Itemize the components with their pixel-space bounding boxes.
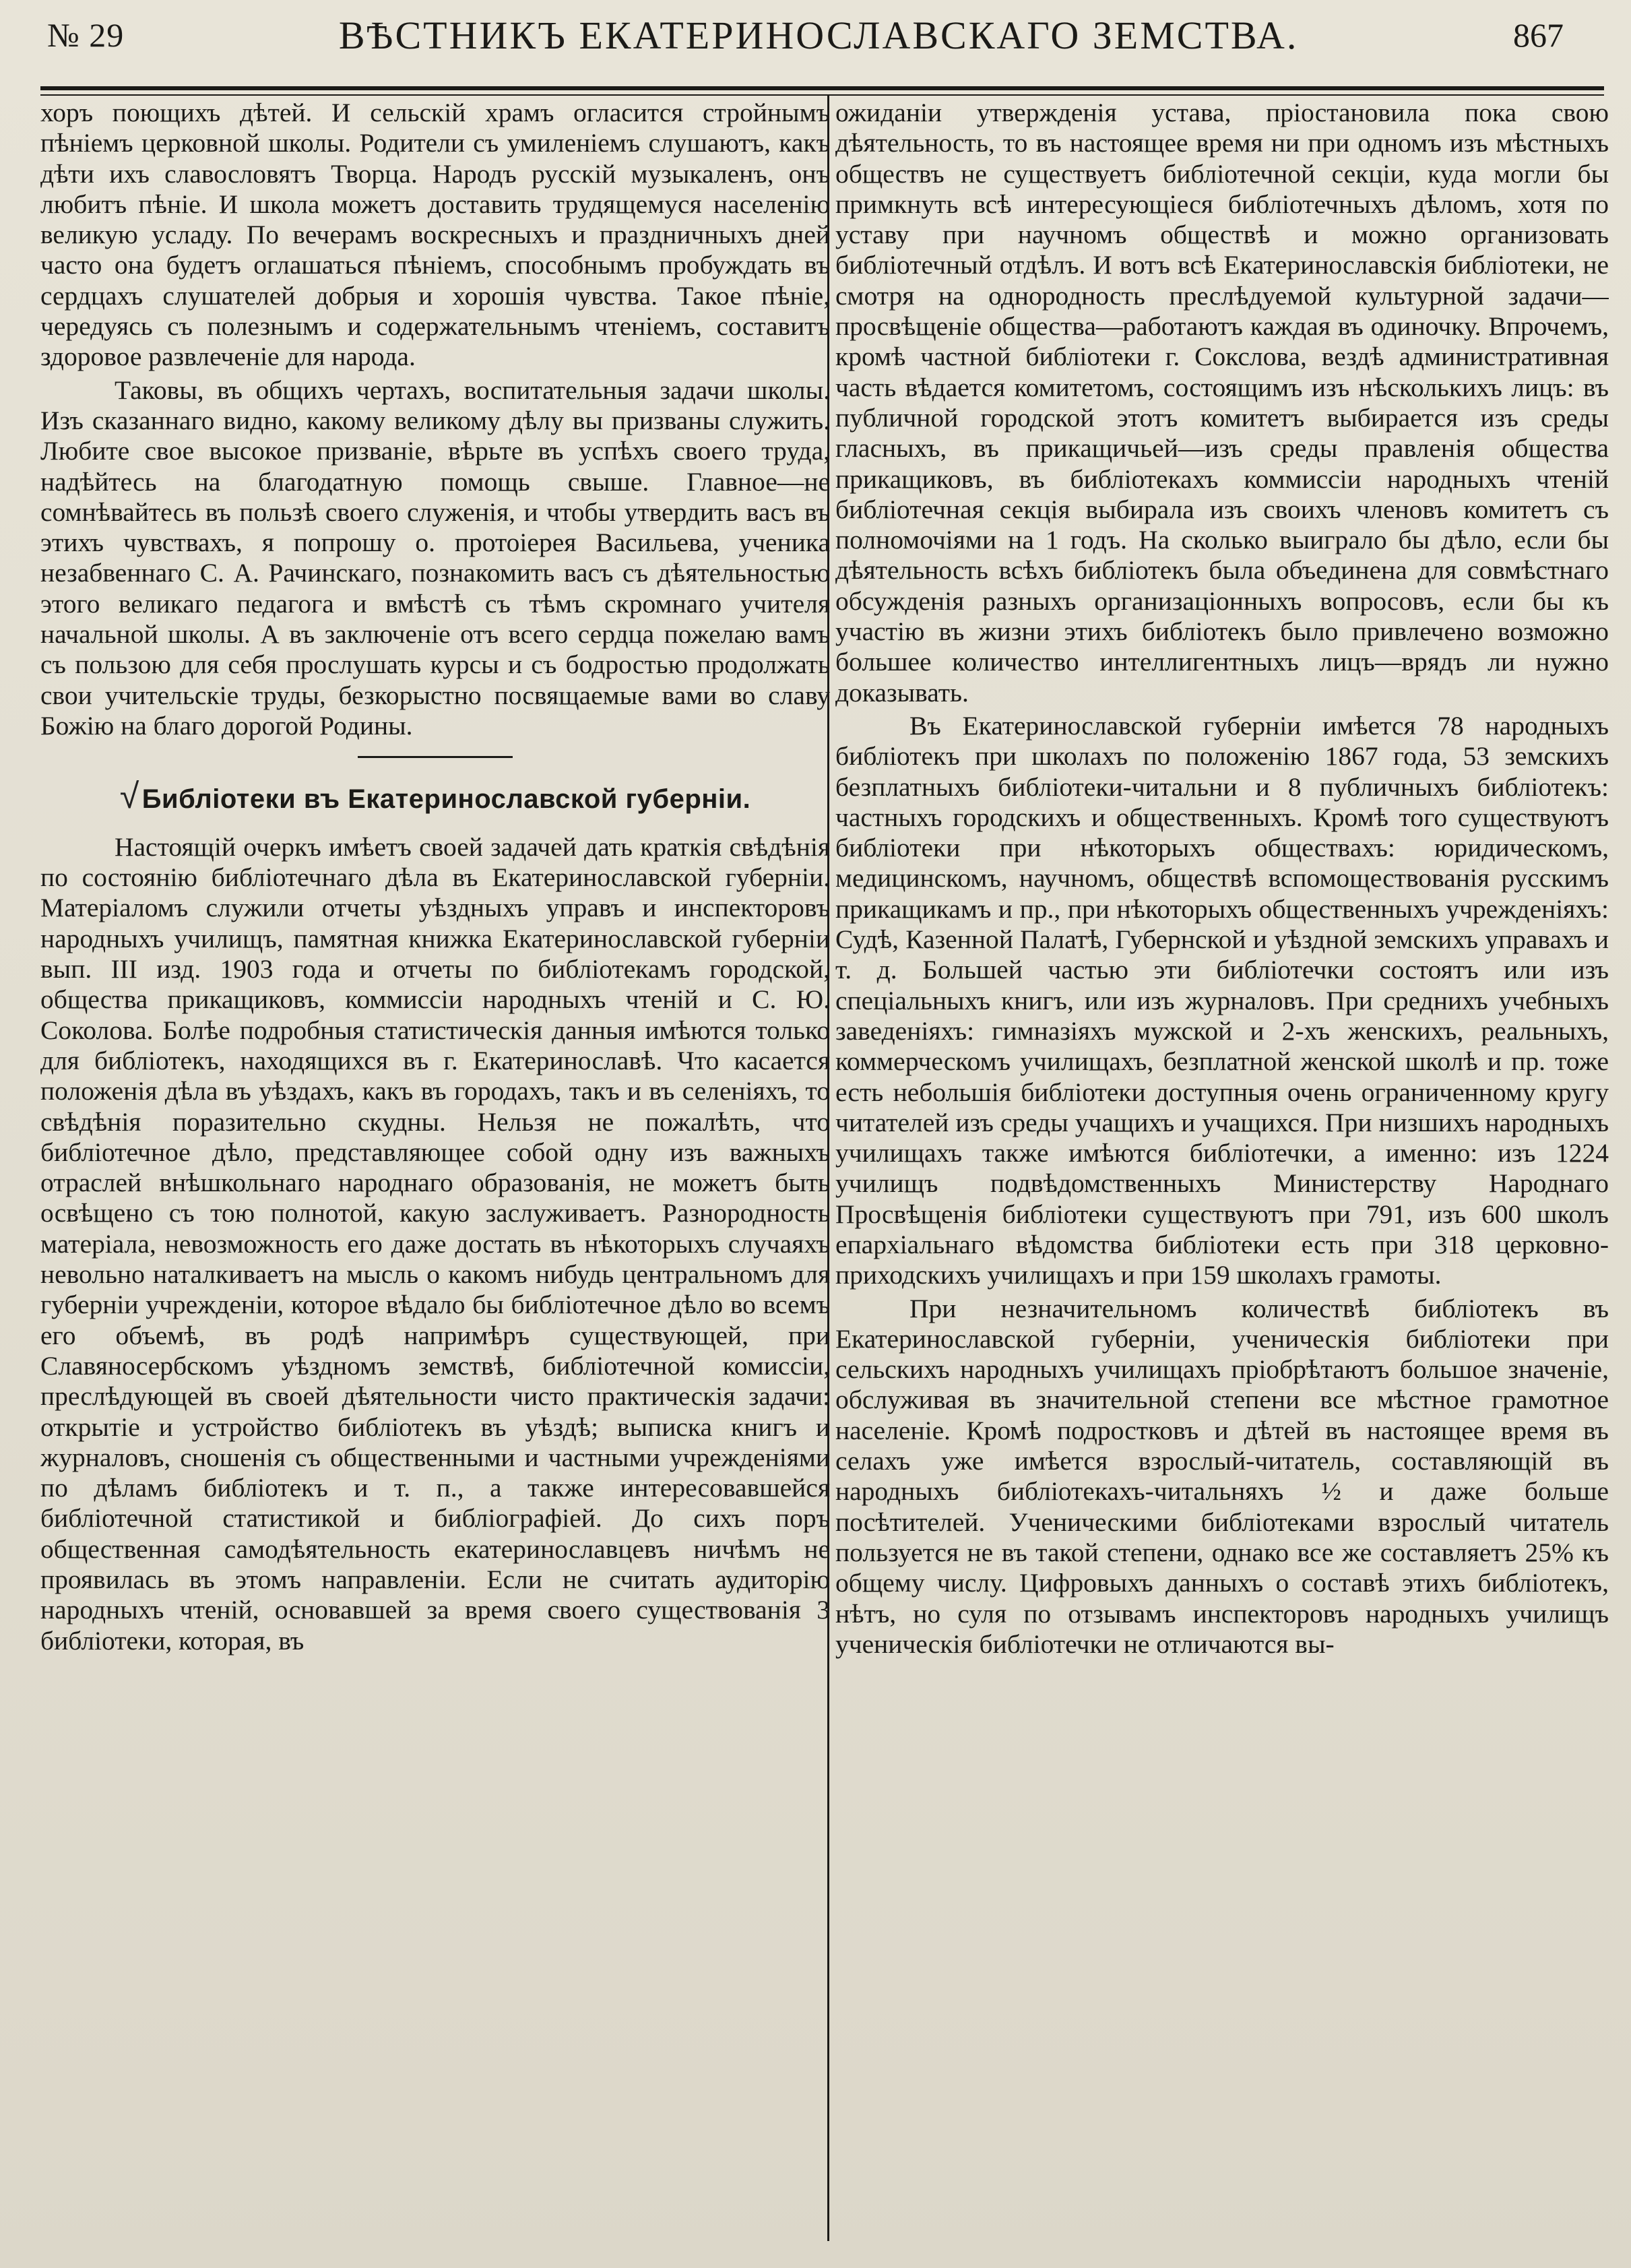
header-rule	[40, 86, 1604, 90]
check-mark-icon: √	[119, 777, 139, 817]
right-column	[835, 98, 1609, 2241]
page-number: 867	[1512, 16, 1564, 54]
paragraph: При незначительномъ количествѣ библіотекъ въ Екатеринославской губерніи, ученическія библіотеки при сельскихъ народныхъ училищахъ пріобрѣтаютъ большое значеніе, обслуживая въ значительной степени все мѣстное грамотное населеніе. Кромѣ подростковъ и дѣтей въ настоящее время въ селахъ уже имѣется взрослый-читатель, составляющій въ народныхъ библіотекахъ-читальняхъ ½ и даже больше посѣтителей. Ученическими библіотеками взрослый читатель пользуется не въ такой степени, однако все же составляетъ 25% къ общему числу. Цифровыхъ данныхъ о составѣ этихъ библіотекъ, нѣтъ, но суля по отзывамъ инспекторовъ народныхъ училищъ ученическія библіотечки не отличаются вы-	[835, 1293, 1609, 1659]
paragraph: Въ Екатеринославской губерніи имѣется 78 народныхъ библіотекъ при школахъ по положенію 1867 года, 53 земскихъ безплатныхъ библіотеки-читальни и 8 публичныхъ библіотекъ: частныхъ городскихъ и общественныхъ. Кромѣ того существуютъ библіотеки при нѣкоторыхъ обществахъ: юридическомъ, медицинскомъ, научномъ, обществѣ вспомоществованія русскимъ прикащикамъ и пр., при нѣкоторыхъ общественныхъ учрежденіяхъ: Судѣ, Казенной Палатѣ, Губернской и уѣздной земскихъ управахъ и т. д. Большей частью эти библіотечки состоятъ или изъ спеціальныхъ книгъ, или изъ журналовъ. При среднихъ учебныхъ заведеніяхъ: гимназіяхъ мужской и 2-хъ женскихъ, реальныхъ, коммерческомъ училищахъ, безплатной женской школѣ и пр. тоже есть небольшія библіотеки доступныя очень ограниченному кругу читателей изъ среды учащихъ и учащихся. При низшихъ народныхъ училищахъ также имѣются библіотечки, а именно: изъ 1224 училищъ подвѣдомственныхъ Министерству Народнаго Просвѣщенія библіотеки существуютъ при 791, изъ 600 школъ епархіальнаго вѣдомства библіотеки есть при 318 церковно-приходскихъ училищахъ и при 159 школахъ грамоты.	[835, 710, 1609, 1290]
issue-number: № 29	[47, 16, 125, 54]
paragraph: ожиданіи утвержденія устава, пріостановила пока свою дѣятельность, то въ настоящее время ни при одномъ изъ мѣстныхъ обществъ не существуетъ библіотечной секціи, куда могли бы примкнуть всѣ интересующіеся библіотечныхъ дѣломъ, хотя по уставу при научномъ обществѣ и можно организовать библіотечный отдѣлъ. И вотъ всѣ Екатеринославскія библіотеки, не смотря на однородность преслѣдуемой культурной задачи—просвѣщеніе общества—работаютъ каждая въ одиночку. Впрочемъ, кромѣ частной библіотеки г. Сокслова, вездѣ административная часть вѣдается комитетомъ, состоящимъ изъ нѣсколькихъ лицъ: въ публичной городской этотъ комитетъ выбирается изъ среды гласныхъ, въ прикащичьей—изъ среды правленія общества прикащиковъ, въ библіотекахъ коммиссіи народныхъ чтеній библіотечная секція выбирала изъ своихъ членовъ комитетъ съ полномочіями на 1 годъ. На сколько выиграло бы дѣло, если бы дѣятельность всѣхъ библіотекъ была объединена для совмѣстнаго обсужденія разныхъ организаціонныхъ вопросовъ, если бы къ участію въ жизни этихъ библіотекъ было привлечено возможно большее количество интеллигентныхъ лицъ—врядъ ли нужно доказывать.	[835, 98, 1609, 707]
column-divider	[827, 94, 829, 2241]
paragraph: Настоящій очеркъ имѣетъ своей задачей дать краткія свѣдѣнія по состоянію библіотечнаго дѣла въ Екатеринославской губерніи. Матеріаломъ служили отчеты уѣздныхъ управъ и инспекторовъ народныхъ училищъ, памятная книжка Екатеринославской губерніи вып. III изд. 1903 года и отчеты по библіотекамъ городской, общества прикащиковъ, коммиссіи народныхъ чтеній и С. Ю. Соколова. Болѣе подробныя статистическія данныя имѣются только для библіотекъ, находящихся въ г. Екатеринославѣ. Что касается положенія дѣла въ уѣздахъ, какъ въ городахъ, такъ и въ селеніяхъ, то свѣдѣнія поразительно скудны. Нельзя не пожалѣть, что библіотечное дѣло, представляющее собой одну изъ важныхъ отраслей внѣшкольнаго народнаго образованія, не можетъ быть освѣщено съ тою полнотой, какую заслуживаетъ. Разнородность матеріала, невозможность его даже достать въ нѣкоторыхъ случаяхъ невольно наталкиваетъ на мысль о какомъ нибудь центральномъ для губерніи учрежденіи, которое вѣдало бы библіотечное дѣло во всемъ его объемѣ, въ родѣ напримѣръ существующей, при Славяносербскомъ уѣздномъ земствѣ, библіотечной комиссіи, преслѣдующей въ своей дѣятельности чисто практическія задачи: открытіе и устройство библіотекъ въ уѣздѣ; выписка книгъ и журналовъ, сношенія съ общественными и частными учрежденіями по дѣламъ библіотекъ и т. п., а также интересовавшейся библіотечной статистикой и библіографіей. До сихъ поръ общественная самодѣятельность екатеринославцевъ ничѣмъ не проявилась въ этомъ направленіи. Если не считать аудиторію народныхъ чтеній, основавшей за время своего существованія 3 библіотеки, которая, въ	[40, 831, 830, 1656]
paragraph: хоръ поющихъ дѣтей. И сельскій храмъ огласится стройнымъ пѣніемъ церковной школы. Родители съ умиленіемъ слушаютъ, какъ дѣти ихъ славословятъ Творца. Народъ русскій музыкаленъ, онъ любитъ пѣніе. И школа можетъ доставить трудящемуся населенію великую усладу. По вечерамъ воскресныхъ и праздничныхъ дней часто она будетъ оглашаться пѣніемъ, способнымъ пробуждать въ сердцахъ слушателей добрыя и хорошія чувства. Такое пѣніе, чередуясь съ полезнымъ и содержательнымъ чтеніемъ, составитъ здоровое развлеченіе для народа.	[40, 98, 830, 372]
left-column	[40, 98, 830, 2241]
journal-title: ВѢСТНИКЪ ЕКАТЕРИНОСЛАВСКАГО ЗЕМСТВА.	[338, 13, 1299, 57]
page-header	[47, 7, 1591, 63]
section-separator	[358, 756, 513, 758]
paragraph: Таковы, въ общихъ чертахъ, воспитательныя задачи школы. Изъ сказаннаго видно, какому великому дѣлу вы призваны служить. Любите свое высокое призваніе, вѣрьте въ успѣхъ своего труда, надѣйтесь на благодатную помощь свыше. Главное—не сомнѣвайтесь въ пользѣ своего служенія, и чтобы утвердить васъ въ этихъ чувствахъ, я попрошу о. протоіерея Васильева, ученика незабвеннаго С. А. Рачинскаго, познакомить васъ съ дѣятельностью этого великаго педагога и вмѣстѣ съ тѣмъ скромнаго учителя начальной школы. А въ заключеніе отъ всего сердца пожелаю вамъ съ пользою для себя прослушать курсы и съ бодростью продолжать свои учительскіе труды, безкорыстно посвящаемые вами во славу Божію на благо дорогой Родины.	[40, 375, 830, 741]
article-title: Библіотеки въ Екатеринославской губерніи.	[141, 784, 751, 815]
article-heading	[40, 777, 830, 817]
